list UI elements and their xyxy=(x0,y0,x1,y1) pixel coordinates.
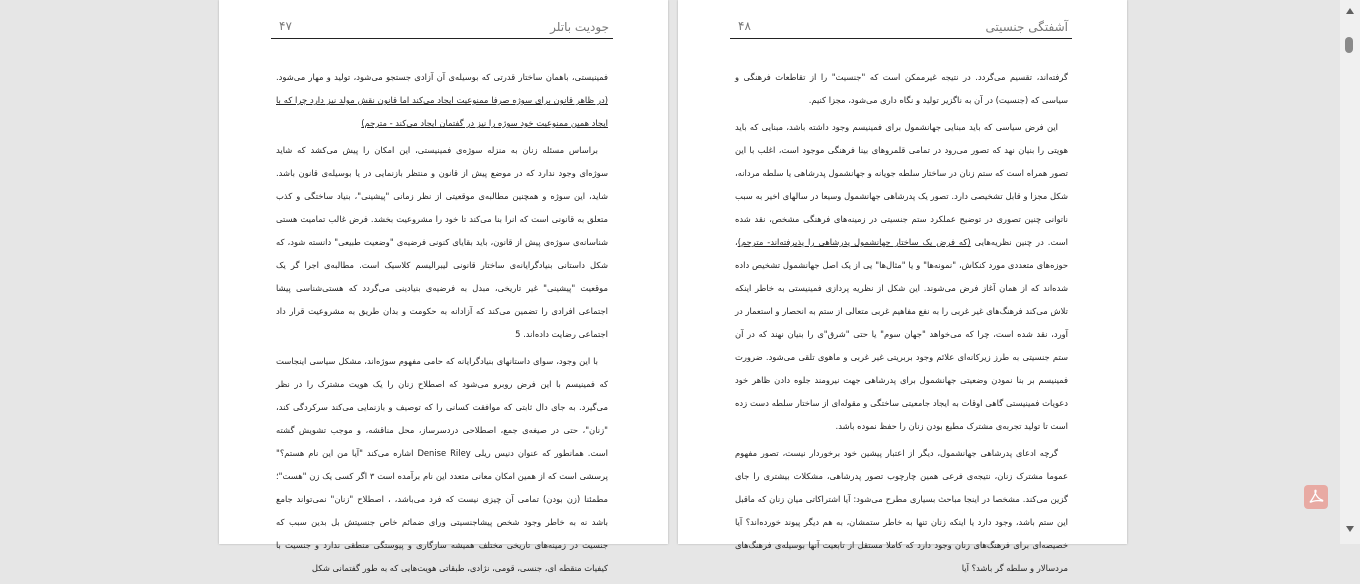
page-body xyxy=(735,66,1068,584)
arrow-down-icon[interactable] xyxy=(1346,526,1354,532)
vertical-scrollbar[interactable] xyxy=(1340,0,1360,544)
page-header xyxy=(271,18,613,39)
page-header xyxy=(730,18,1072,39)
paragraph-text: گرچه ادعای پدرشاهی جهانشمول، دیگر از اعتبار پیشین خود برخوردار نیست، تصور مفهوم عموما مشترک زنان، نتیجه‌ی فرعی همین چارچوب تصور پدرشاهی، مشکلات بیشتری را جای گزین می‌کند. مشخصا در اینجا مباحث بسیاری مطرح می‌شود: آیا اشتراکاتی میان زنان که ماقبل این ستم باشد، وجود دارد یا اینکه زنان تنها به خاطر ستمشان، به هم دیگر پیوند خورده‌اند؟ آیا خصیصه‌ای برای فرهنگ‌های زنان وجود دارد که کاملا مستقل از تابعیت آنها بوسیله‌ی فرهنگ‌های مردسالار و سلطه گر باشد؟ آیا xyxy=(735,448,1068,573)
translator-note: (در ظاهر قانون برای سوژه صرفا ممنوعیت ایجاد می‌کند اما قانون نقش مولد نیز دارد چرا که با ایجاد همین ممنوعیت خود سوژه را نیز در گفتمان ایجاد می‌کند - مترجم) xyxy=(276,95,608,128)
running-title: جودیت باتلر xyxy=(550,20,609,34)
page-number: ۴۸ xyxy=(738,19,751,33)
page-47 xyxy=(219,0,668,573)
paragraph-text: براساس مسئله زنان به منزله سوژه‌ی فمینیستی، این امکان را پیش می‌کشد که شاید سوژه‌ای وجود ندارد که در موضع پیش از قانون و منتظر بازنمایی در یا بوسیله‌ی قانون باشد. شاید، این سوژه و همچنین مطالبه‌ی موقعیتی از نظر زمانی "پیشینی"، بنیاد ساختگی و کذب متعلق به قانونی است که انرا بنا می‌کند تا خود را مشروعیت بخشد. فرض غالب تمامیت هستی شناسانه‌ی سوژه‌ی پیش از قانون، باید بقایای کنونی فرضیه‌ی "وضعیت طبیعی" دانسته شود، که شکل داستانی بنیادگرایانه‌ی ساختار قانونی لیبرالیسم کلاسیک است. مطالبه‌ی اجرا گر یک موقعیت "پیشینی" غیر تاریخی، مبدل به فرضیه‌ی بنیادینی می‌گردد که هستی‌شناسی پیشا اجتماعی افرادی را تضمین می‌کند که آزادانه به حکومت و بدان طریق به مشروعیت قرار داد اجتماعی رضایت داده‌اند. 5 xyxy=(276,145,608,339)
paragraph xyxy=(276,139,608,346)
page-number: ۴۷ xyxy=(279,19,292,33)
paragraph xyxy=(276,66,608,135)
paragraph-text: این فرض سیاسی که باید مبنایی جهانشمول برای فمینیسم وجود داشته باشد، مبنایی که باید هویتی را بنیان نهد که تصور می‌رود در تمامی قلمروهای بینا فرهنگی موجود است، اغلب با این تصور همراه است که ستم زنان در ساختار سلطه جویانه و جهانشمول پدرشاهی یا سلطه مردانه، شکل مجزا و قابل تشخیصی دارد. تصور یک پدرشاهی جهانشمول وسیعا در سالهای اخیر به سبب ناتوانی چنین تصوری در توضیح عملکرد ستم جنسیتی در زمینه‌های فرهنگی مشخص، نقد شده است. در چنین نظریه‌هایی xyxy=(735,122,1068,247)
pdf-icon xyxy=(1308,489,1324,505)
paragraph-text: گرفته‌اند، تقسیم می‌گردد. در نتیجه غیرممکن است که "جنسیت" را از تقاطعات فرهنگی و سیاسی که (جنسیت) در آن به ناگزیر تولید و نگاه داری می‌شود، مجزا کنیم. xyxy=(735,72,1068,105)
paragraph xyxy=(735,116,1068,438)
page-body xyxy=(276,66,608,584)
paragraph-text: با این وجود، سوای داستانهای بنیادگرایانه که حامی مفهوم سوژه‌اند، مشکل سیاسی اینجاست که فمینیسم با این فرض روبرو می‌شود که اصطلاح زنان را یک هویت مشترک را در نظر می‌گیرد. به جای دال ثابتی که موافقت کسانی را که توصیف و بازنمایی می‌کند سرکردگی کند، "زنان"، حتی در صیغه‌ی جمع، اصطلاحی دردسرساز، محل مناقشه، و موجب تشویش گشته است. همانطور که عنوان دنیس ریلی Denise Riley اشاره می‌کند "آیا من این نام هستم؟" پرسشی است که از همین امکان معانی متعدد این نام برآمده است ۳ اگر کسی یک زن "هست"؛ مطمئنا (زن بودن) تمامی آن چیزی نیست که فرد می‌باشد، ، اصطلاح "زنان" نمی‌تواند جامع باشد نه به خاطر وجود شخص پیشاجنسیتی ورای ضمائم خاص جنسیتش بل بدین سبب که جنسیت در زمینه‌های تاریخی مختلف همیشه سازگاری و پیوستگی منطقی ندارد و جنسیت با کیفیات منقطه ای، جنسی، قومی، نژادی، طبقاتی هویت‌هایی که به طور گفتمانی شکل xyxy=(276,356,608,573)
paragraph xyxy=(276,350,608,580)
paragraph-text: فمینیستی، باهمان ساختار قدرتی که بوسیله‌ی آن آزادی جستجو می‌شود، تولید و مهار می‌شود. xyxy=(276,72,608,82)
paragraph-text: ، حوزه‌های متعددی مورد کنکاش، "نمونه‌ها" و یا "مثال‌ها" یی از یک اصل جهانشمول تشخیص داده شده‌اند که از همان آغاز فرض می‌شوند. این شکل از نظریه پردازی فمینیستی به خاطر اینکه تلاش می‌کند فرهنگ‌های غیر غربی را به نفع مفاهیم غربی متعالی از ستم به انحصار و استعمار در آورد، نقد شده است، چرا که می‌خواهد "جهان سوم" یا حتی "شرق"ی را بنیان نهند که در آن ستم جنسیتی به طرز زیرکانه‌ای علائم وجود بربریتی غیر غربی و ماهوی تلقی می‌شود. ضرورت فمینیسم بر بنا نمودن وضعیتی جهانشمول برای پدرشاهی جهت نیرومند جلوه دادن ظاهر خود دعویات فمینیستی گاهی اوقات به ایجاد جامعیتی ساختگی و مقوله‌ای از ساختار سلطه دست زده است تا تولید تجربه‌ی مشترک مطیع بودن زنان را حفظ نموده باشد. xyxy=(735,237,1068,431)
paragraph xyxy=(735,442,1068,580)
scrollbar-thumb[interactable] xyxy=(1345,37,1353,53)
paragraph xyxy=(735,66,1068,112)
running-title: آشفتگی جنسیتی xyxy=(985,20,1068,34)
arrow-up-icon[interactable] xyxy=(1346,8,1354,14)
pdf-button[interactable] xyxy=(1304,485,1328,509)
translator-note: (که فرض یک ساختار جهانشمول پدرشاهی را پذیرفته‌اند- مترجم) xyxy=(737,237,971,247)
page-48 xyxy=(678,0,1127,573)
